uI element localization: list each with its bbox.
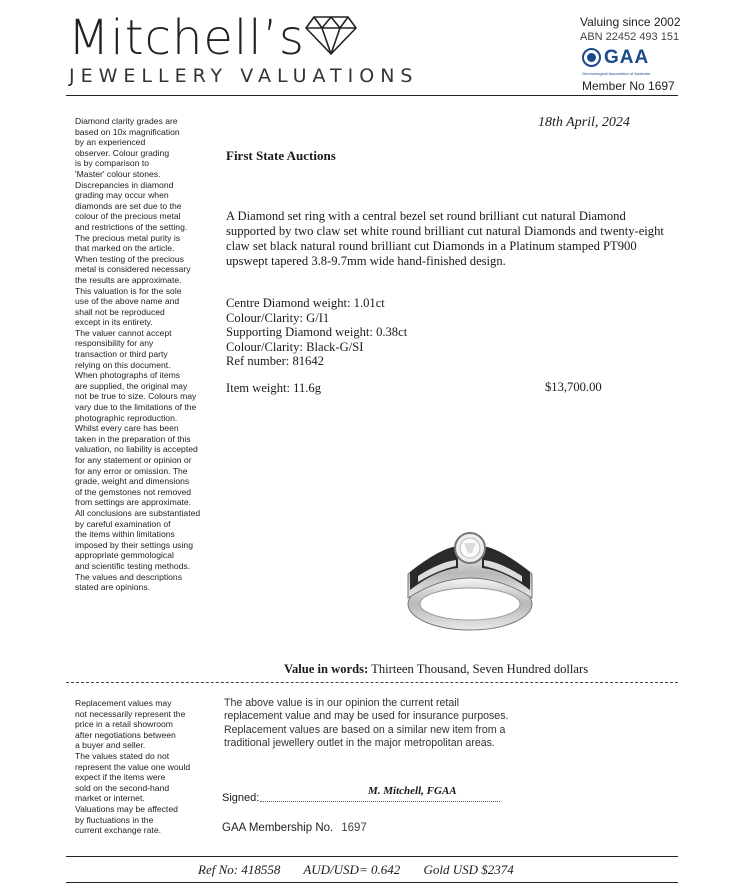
disclaimer-line: The values stated do not <box>75 750 170 761</box>
disclaimer-line: the results are approximate. <box>75 274 182 285</box>
signature-name: M. Mitchell, FGAA <box>368 785 457 797</box>
disclaimer-line: shall not be reproduced <box>75 306 165 317</box>
disclaimer-bottom <box>75 698 215 836</box>
spec-line: Colour/Clarity: Black-G/SI <box>226 339 364 354</box>
signed-label: Signed: <box>222 792 260 804</box>
disclaimer-line: sold on the second-hand <box>75 782 170 793</box>
disclaimer-line: from settings are approximate. <box>75 497 192 508</box>
spec-line: Ref number: 81642 <box>226 354 324 368</box>
disclaimer-line: Diamond clarity grades are <box>75 116 178 126</box>
footer-gold: Gold USD $2374 <box>423 862 514 877</box>
item-description: A Diamond set ring with a central bezel set round brilliant cut natural Diamond supported by two claw set white round brilliant cut natural Diamonds and twenty-eight claw set black natural round brilliant cut Diamonds in a Platinum stamped PT900 upswept tapered 3.8-9.7mm wide hand-finished design. <box>226 209 664 268</box>
item-specs <box>226 296 407 369</box>
spec-line: Colour/Clarity: G/I1 <box>226 310 330 325</box>
disclaimer-line: grading may occur when <box>75 190 169 201</box>
disclaimer-line: grade, weight and dimensions <box>75 476 190 487</box>
disclaimer-line: use of the above name and <box>75 296 180 307</box>
footer-divider <box>66 856 678 857</box>
footer-fx: AUD/USD= 0.642 <box>303 862 401 877</box>
item-weight: Item weight: 11.6g <box>226 381 322 395</box>
disclaimer-line: The precious metal purity is <box>75 232 181 243</box>
client-name: First State Auctions <box>226 148 336 163</box>
header-divider <box>66 95 678 96</box>
valuation-date: 18th April, 2024 <box>538 115 630 130</box>
spec-line: Centre Diamond weight: 1.01ct <box>226 296 385 310</box>
value-words-text: Thirteen Thousand, Seven Hundred dollars <box>371 662 589 676</box>
disclaimer-line: responsibility for any <box>75 338 154 349</box>
disclaimer-line: of the gemstones not removed <box>75 486 192 497</box>
disclaimer-line: valuation, no liability is accepted <box>75 444 198 455</box>
disclaimer-line: All conclusions are substantiated <box>75 507 201 518</box>
member-value: 1697 <box>648 79 675 93</box>
disclaimer-line: is by comparison to <box>75 158 150 169</box>
disclaimer-line: transaction or third party <box>75 349 168 360</box>
diamond-icon <box>304 14 358 56</box>
signature-line <box>260 801 500 802</box>
member-number <box>582 79 675 93</box>
gaa-membership-number: 1697 <box>341 822 367 834</box>
gaa-seal-icon <box>582 48 601 67</box>
section-divider <box>66 682 678 683</box>
disclaimer-line: that marked on the article. <box>75 243 175 254</box>
footer-ref: Ref No: 418558 <box>198 862 281 877</box>
disclaimer-line: for any error or omission. The <box>75 465 188 476</box>
disclaimer-line: by fluctuations in the <box>75 814 154 825</box>
disclaimer-line: The values and descriptions <box>75 571 183 582</box>
disclaimer-line: market or internet. <box>75 793 145 804</box>
footer <box>198 862 534 878</box>
disclaimer-line: observer. Colour grading <box>75 147 170 158</box>
disclaimer-line: appropriate gemmological <box>75 550 174 561</box>
disclaimer-line: Discrepancies in diamond <box>75 179 174 190</box>
disclaimer-line: by careful examination of <box>75 518 171 529</box>
since-text: Valuing since 2002 <box>580 15 681 29</box>
disclaimer-line: and restrictions of the setting. <box>75 221 188 232</box>
disclaimer-line: not be true to size. Colours may <box>75 391 197 402</box>
disclaimer-line: not necessarily represent the <box>75 708 186 719</box>
member-label: Member No <box>582 79 645 93</box>
disclaimer-line: and scientific testing methods. <box>75 560 191 571</box>
disclaimer-line: Whilst every care has been <box>75 423 179 434</box>
disclaimer-line: This valuation is for the sole <box>75 285 182 296</box>
disclaimer-line: the items within limitations <box>75 529 175 540</box>
disclaimer-line: are supplied, the original may <box>75 380 188 391</box>
disclaimer-line: 'Master' colour stones. <box>75 168 161 179</box>
disclaimer-line: metal is considered necessary <box>75 264 191 275</box>
disclaimer-line: price in a retail showroom <box>75 719 173 730</box>
disclaimer-line: vary due to the limitations of the <box>75 402 197 413</box>
value-in-words <box>284 662 588 677</box>
spec-line: Supporting Diamond weight: 0.38ct <box>226 325 408 339</box>
disclaimer-line: taken in the preparation of this <box>75 433 191 444</box>
ring-photo <box>400 512 540 640</box>
item-price: $13,700.00 <box>545 380 602 394</box>
gaa-membership-label: GAA Membership No. <box>222 822 334 834</box>
disclaimer-line: after negotiations between <box>75 729 176 740</box>
disclaimer-line: expect if the items were <box>75 772 166 783</box>
disclaimer-line: based on 10x magnification <box>75 126 180 137</box>
disclaimer-line: relying on this document. <box>75 359 171 370</box>
value-words-label: Value in words: <box>284 662 369 676</box>
disclaimer-line: Valuations may be affected <box>75 803 178 814</box>
replacement-statement: The above value is in our opinion the current retail replacement value and may be used for insurance purposes. Replacement values are based on a similar new item from a traditional jewellery outlet in the major metropolitan areas. <box>224 697 509 750</box>
disclaimer-line: a buyer and seller. <box>75 740 146 751</box>
disclaimer-line: except in its entirety. <box>75 317 153 328</box>
gaa-tagline: Gemmological Association of Australia <box>582 71 650 76</box>
gaa-logo-text: GAA <box>604 47 650 68</box>
disclaimer-line: When testing of the precious <box>75 253 184 264</box>
disclaimer-line: photographic reproduction. <box>75 412 178 423</box>
footer-bottom-rule <box>66 882 678 883</box>
disclaimer-line: Replacement values may <box>75 698 172 708</box>
disclaimer-line: imposed by their settings using <box>75 539 193 550</box>
disclaimer-line: by an experienced <box>75 137 146 148</box>
disclaimer-line: current exchange rate. <box>75 825 161 836</box>
gaa-membership <box>222 822 367 834</box>
disclaimer-line: represent the value one would <box>75 761 191 772</box>
header-info <box>580 15 681 45</box>
abn-text: ABN 22452 493 151 <box>580 31 680 43</box>
disclaimer-line: When photographs of items <box>75 370 181 381</box>
disclaimer-top <box>75 116 213 593</box>
disclaimer-line: diamonds are set due to the <box>75 200 182 211</box>
disclaimer-line: for any statement or opinion or <box>75 455 192 465</box>
disclaimer-line: The valuer cannot accept <box>75 327 172 338</box>
brand-name: Mitchell’s <box>68 10 305 66</box>
disclaimer-line: colour of the precious metal <box>75 211 181 222</box>
disclaimer-line: stated are opinions. <box>75 582 151 593</box>
brand-subtitle: JEWELLERY VALUATIONS <box>69 65 419 87</box>
